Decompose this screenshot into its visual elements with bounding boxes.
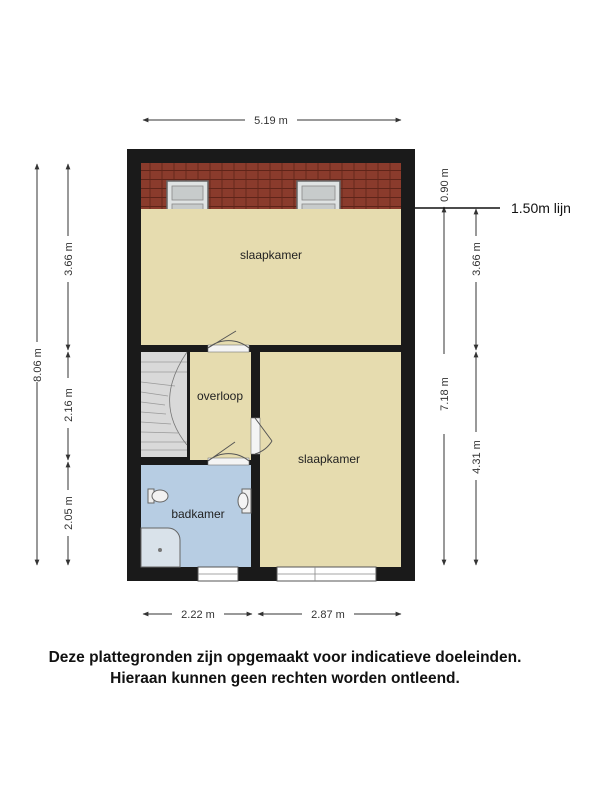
room-label-bathroom: badkamer xyxy=(171,507,225,521)
room-landing xyxy=(190,352,251,460)
disclaimer-line-1: Deze plattegronden zijn opgemaakt voor indicatieve doeleinden. xyxy=(48,649,522,666)
dim-right-lower: 4.31 m xyxy=(471,440,483,474)
toilet xyxy=(148,489,168,503)
dim-right-top: 0.90 m xyxy=(439,168,451,202)
dim-left-upper: 3.66 m xyxy=(63,242,75,276)
room-bedroom-top xyxy=(141,209,401,345)
dim-bottom-right: 2.87 m xyxy=(311,609,345,621)
dim-right-long: 7.18 m xyxy=(439,377,451,411)
dim-right-upper: 3.66 m xyxy=(471,242,483,276)
room-label-landing: overloop xyxy=(196,389,244,403)
dim-left-lower: 2.05 m xyxy=(63,496,75,530)
room-label-bedroom-right: slaapkamer xyxy=(297,452,361,466)
shower xyxy=(141,528,180,567)
dim-left-middle: 2.16 m xyxy=(63,388,75,422)
room-label-bedroom-top: slaapkamer xyxy=(239,248,303,262)
dim-left-total-height: 8.06 m xyxy=(32,348,44,382)
disclaimer-line-2: Hieraan kunnen geen rechten worden ontleend. xyxy=(110,670,460,687)
dim-total-width: 5.19 m xyxy=(254,115,288,127)
dim-bottom-left: 2.22 m xyxy=(181,609,215,621)
lijn-label: 1.50m lijn xyxy=(511,200,571,216)
